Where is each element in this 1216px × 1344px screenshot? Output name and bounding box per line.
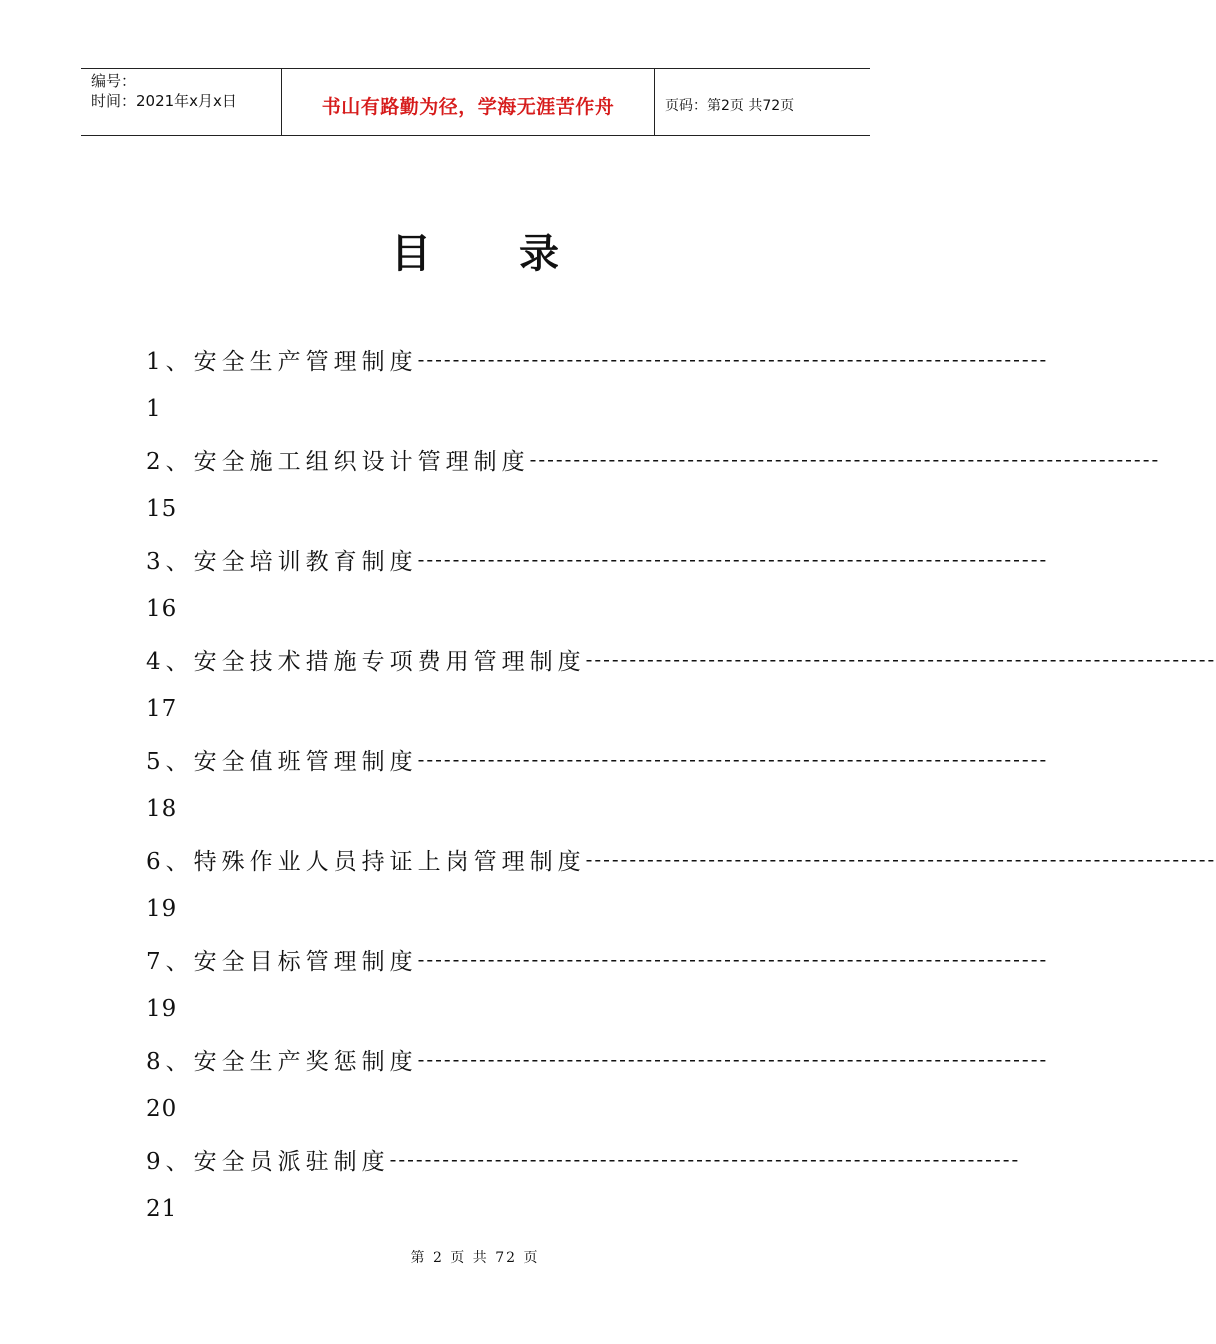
page-title bbox=[0, 222, 950, 279]
page-header bbox=[81, 68, 870, 136]
table-of-contents bbox=[146, 334, 1216, 1234]
header-motto-cell bbox=[282, 69, 655, 135]
toc-leader: ------------------------------------------------------------------------ bbox=[585, 647, 1216, 671]
title-char-2: 录 bbox=[519, 231, 559, 277]
toc-entry-label: 4、安全技术措施专项费用管理制度 bbox=[146, 648, 586, 675]
number-label: 编号： bbox=[91, 72, 137, 90]
toc-entry-label: 1、安全生产管理制度 bbox=[146, 348, 418, 375]
toc-leader: ------------------------------------------------------------------------ bbox=[529, 447, 1161, 471]
toc-entry[interactable] bbox=[146, 1034, 1049, 1134]
toc-leader: ------------------------------------------------------------------------ bbox=[417, 547, 1049, 571]
toc-entry-label: 9、安全员派驻制度 bbox=[146, 1148, 390, 1175]
toc-entry[interactable] bbox=[146, 534, 1049, 634]
toc-entry-page: 19 bbox=[146, 896, 178, 922]
title-char-1: 目 bbox=[391, 231, 431, 277]
toc-entry-label: 3、安全培训教育制度 bbox=[146, 548, 418, 575]
toc-leader: ------------------------------------------------------------------------ bbox=[417, 747, 1049, 771]
toc-entry-label: 7、安全目标管理制度 bbox=[146, 948, 418, 975]
toc-entry[interactable] bbox=[146, 634, 1216, 734]
toc-entry[interactable] bbox=[146, 934, 1049, 1034]
toc-entry-page: 17 bbox=[146, 696, 178, 722]
toc-leader: ------------------------------------------------------------------------ bbox=[417, 1047, 1049, 1071]
toc-leader: ------------------------------------------------------------------------ bbox=[585, 847, 1216, 871]
toc-entry[interactable] bbox=[146, 434, 1161, 534]
toc-leader: ------------------------------------------------------------------------ bbox=[389, 1147, 1021, 1171]
toc-leader: ------------------------------------------------------------------------ bbox=[417, 347, 1049, 371]
toc-entry-label: 5、安全值班管理制度 bbox=[146, 748, 418, 775]
toc-entry-label: 6、特殊作业人员持证上岗管理制度 bbox=[146, 848, 586, 875]
page-info: 页码：第2页 共72页 bbox=[665, 98, 795, 114]
toc-entry-label: 8、安全生产奖惩制度 bbox=[146, 1048, 418, 1075]
toc-entry-page: 15 bbox=[146, 496, 178, 522]
toc-entry-page: 21 bbox=[146, 1196, 178, 1222]
motto-text: 书山有路勤为径，学海无涯苦作舟 bbox=[321, 95, 615, 118]
page-footer: 第 2 页 共 72 页 bbox=[410, 1250, 540, 1266]
toc-entry-page: 18 bbox=[146, 796, 178, 822]
header-page-info-cell bbox=[655, 69, 870, 135]
toc-leader: ------------------------------------------------------------------------ bbox=[417, 947, 1049, 971]
toc-entry-page: 19 bbox=[146, 996, 178, 1022]
toc-entry[interactable] bbox=[146, 834, 1216, 934]
toc-entry[interactable] bbox=[146, 734, 1049, 834]
toc-entry[interactable] bbox=[146, 1134, 1021, 1234]
toc-entry-page: 20 bbox=[146, 1096, 178, 1122]
toc-entry-label: 2、安全施工组织设计管理制度 bbox=[146, 448, 530, 475]
header-meta bbox=[81, 69, 282, 135]
time-label: 时间：2021年x月x日 bbox=[91, 92, 237, 110]
toc-entry-page: 1 bbox=[146, 396, 162, 422]
toc-entry[interactable] bbox=[146, 334, 1049, 434]
toc-entry-page: 16 bbox=[146, 596, 178, 622]
